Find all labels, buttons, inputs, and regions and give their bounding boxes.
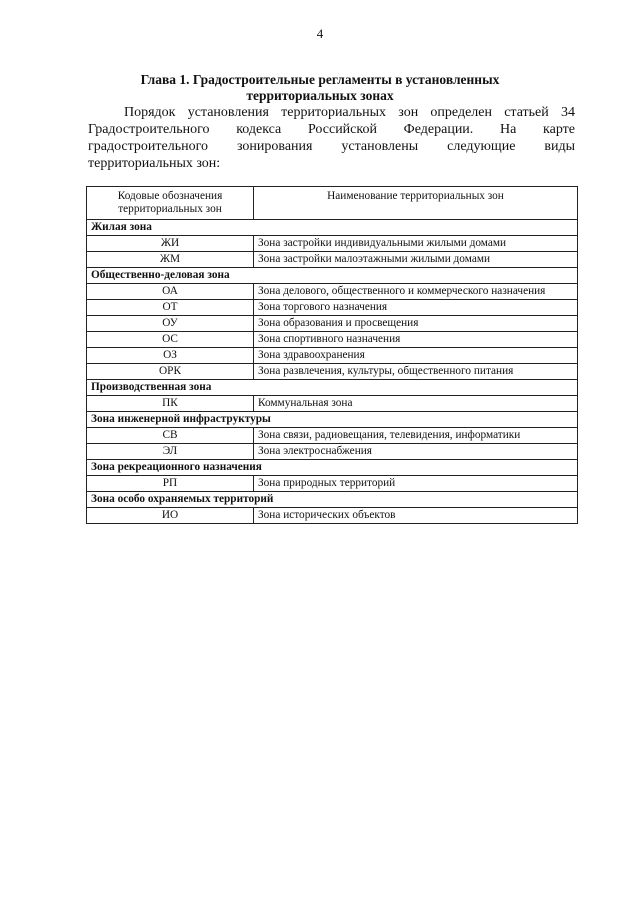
table-row <box>87 508 578 524</box>
group-row <box>87 412 578 428</box>
zone-code: ОТ <box>87 300 254 316</box>
group-row <box>87 380 578 396</box>
group-title: Зона инженерной инфраструктуры <box>87 412 578 428</box>
zone-code: ОС <box>87 332 254 348</box>
intro-text: Порядок установления территориальных зон определен статьей 34 Градостроительного кодекса Российской Федерации. На карте градостроительного зонирования установлены следующие виды территориальных зон: <box>88 105 575 171</box>
header-code: Кодовые обозначения территориальных зон <box>87 187 254 220</box>
zone-name: Зона застройки индивидуальными жилыми домами <box>254 236 578 252</box>
zone-name: Зона застройки малоэтажными жилыми домами <box>254 252 578 268</box>
intro-paragraph <box>88 104 575 172</box>
zone-code: ЖИ <box>87 236 254 252</box>
zone-name: Коммунальная зона <box>254 396 578 412</box>
zone-code: ЖМ <box>87 252 254 268</box>
chapter-title: Глава 1. Градостроительные регламенты в установленных территориальных зонах <box>140 72 500 103</box>
table-row <box>87 428 578 444</box>
table-row <box>87 236 578 252</box>
group-row <box>87 460 578 476</box>
zone-code: ИО <box>87 508 254 524</box>
table-row <box>87 284 578 300</box>
zone-name: Зона электроснабжения <box>254 444 578 460</box>
group-title: Общественно-деловая зона <box>87 268 578 284</box>
zone-code: ОУ <box>87 316 254 332</box>
group-title: Зона особо охраняемых территорий <box>87 492 578 508</box>
zone-name: Зона исторических объектов <box>254 508 578 524</box>
zone-code: ЭЛ <box>87 444 254 460</box>
zone-name: Зона спортивного назначения <box>254 332 578 348</box>
zone-code: РП <box>87 476 254 492</box>
zones-table <box>86 186 578 524</box>
zone-code: ОА <box>87 284 254 300</box>
table-row <box>87 364 578 380</box>
group-title: Производственная зона <box>87 380 578 396</box>
zone-code: ОЗ <box>87 348 254 364</box>
group-row <box>87 268 578 284</box>
group-title: Жилая зона <box>87 220 578 236</box>
zone-code: ОРК <box>87 364 254 380</box>
zone-code: ПК <box>87 396 254 412</box>
zone-name: Зона развлечения, культуры, общественного питания <box>254 364 578 380</box>
zones-table-body <box>87 220 578 524</box>
group-title: Зона рекреационного назначения <box>87 460 578 476</box>
zone-name: Зона здравоохранения <box>254 348 578 364</box>
table-row <box>87 252 578 268</box>
group-row <box>87 492 578 508</box>
table-row <box>87 396 578 412</box>
zone-name: Зона связи, радиовещания, телевидения, информатики <box>254 428 578 444</box>
zone-name: Зона образования и просвещения <box>254 316 578 332</box>
table-row <box>87 476 578 492</box>
table-header-row <box>87 187 578 220</box>
group-row <box>87 220 578 236</box>
zone-name: Зона природных территорий <box>254 476 578 492</box>
header-name: Наименование территориальных зон <box>254 187 578 220</box>
table-row <box>87 348 578 364</box>
table-row <box>87 316 578 332</box>
zone-name: Зона торгового назначения <box>254 300 578 316</box>
zone-code: СВ <box>87 428 254 444</box>
table-row <box>87 300 578 316</box>
page-number: 4 <box>316 26 324 41</box>
zone-name: Зона делового, общественного и коммерческого назначения <box>254 284 578 300</box>
table-row <box>87 444 578 460</box>
table-row <box>87 332 578 348</box>
